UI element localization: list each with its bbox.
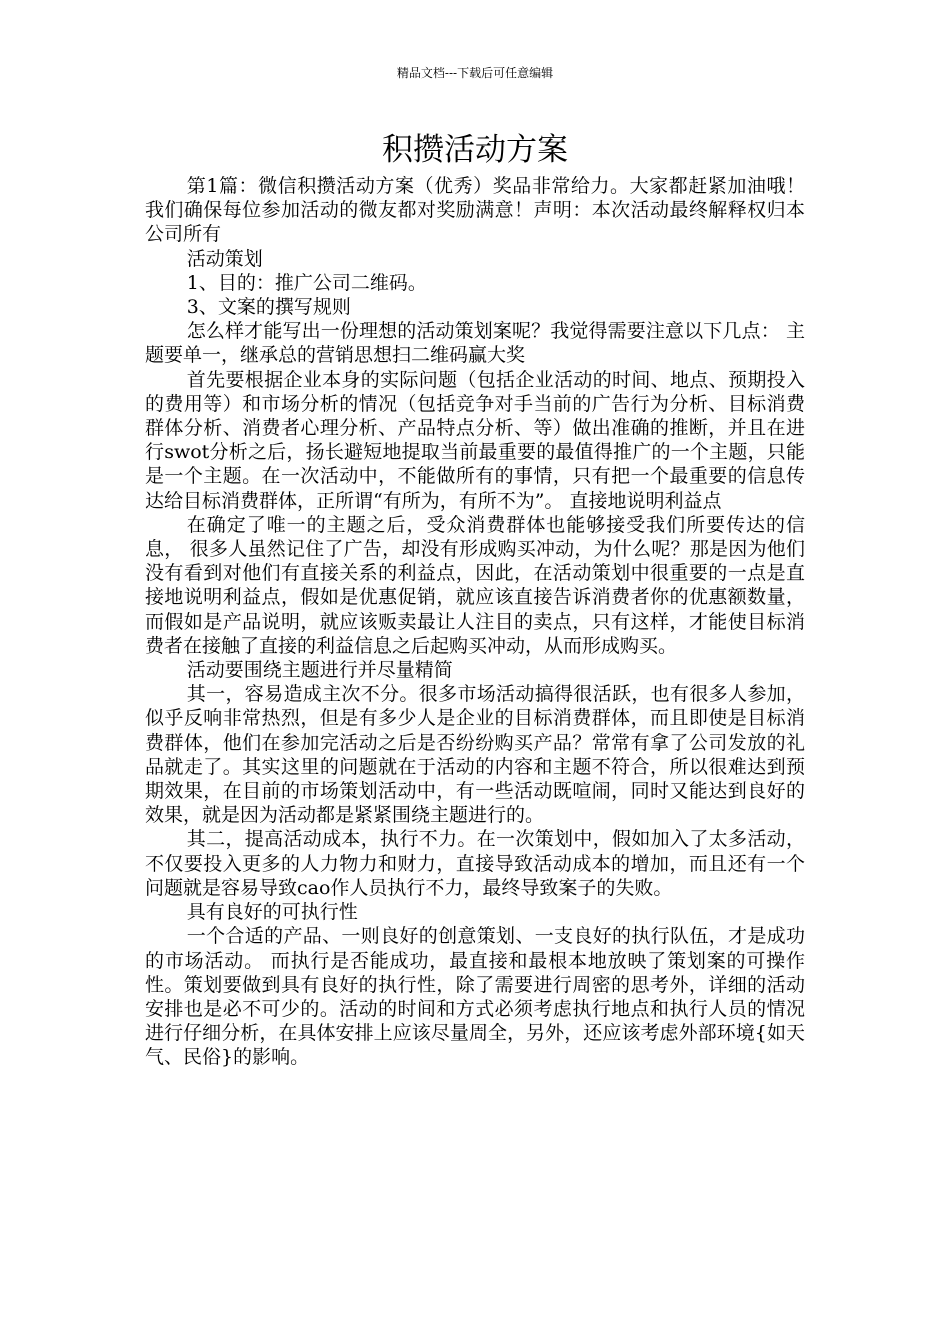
paragraph-first-issue: 其一，容易造成主次不分。很多市场活动搞得很活跃，也有很多人参加，似乎反响非常热烈，但是有多少人是企业的目标消费群体，而且即使是目标消费群体，他们在参加完活动之后是否纷纷购买产品？常常有拿了公司发放的礼品就走了。其实这里的问题就在于活动的内容和主题不符合，所以很难达到预期效果，在目前的市场策划活动中，有一些活动既喧闹，同时又能达到良好的效果，就是因为活动都是紧紧围绕主题进行的。 bbox=[145, 683, 805, 827]
paragraph-ideal-plan: 怎么样才能写出一份理想的活动策划案呢？我觉得需要注意以下几点： 主题要单一，继承总的营销思想扫二维码赢大奖 bbox=[145, 320, 805, 367]
paragraph-purpose: 1、目的：推广公司二维码。 bbox=[186, 271, 427, 294]
paragraph-execution: 一个合适的产品、一则良好的创意策划、一支良好的执行队伍，才是成功的市场活动。 而执行是否能成功，最直接和最根本地放映了策划案的可操作性。策划要做到具有良好的执行性，除了需要进行周密的思考外，详细的活动安排也是必不可少的。活动的时间和方式必须考虑执行地点和执行人员的情况进行仔细分析，在具体安排上应该尽量周全，另外，还应该考虑外部环境{如天气、民俗}的影响。 bbox=[145, 925, 805, 1069]
heading-focus-theme: 活动要围绕主题进行并尽量精简 bbox=[186, 659, 453, 682]
page-header: 精品文档---下载后可任意编辑 bbox=[396, 66, 554, 80]
heading-copywriting-rules: 3、文案的撰写规则 bbox=[186, 296, 351, 319]
paragraph-second-issue: 其二，提高活动成本，执行不力。在一次策划中，假如加入了太多活动，不仅要投入更多的人力物力和财力，直接导致活动成本的增加，而且还有一个问题就是容易导致cao作人员执行不力，最终导致案子的失败。 bbox=[145, 828, 805, 899]
paragraph-intro: 第1篇：微信积攒活动方案（优秀）奖品非常给力。大家都赶紧加油哦！ 我们确保每位参加活动的微友都对奖励满意！声明：本次活动最终解释权归本公司所有 bbox=[145, 175, 805, 246]
heading-executability: 具有良好的可执行性 bbox=[186, 901, 358, 924]
document-title: 积攒活动方案 bbox=[382, 132, 568, 168]
document-body bbox=[145, 174, 805, 1070]
heading-activity-planning: 活动策划 bbox=[186, 247, 263, 270]
paragraph-single-theme: 首先要根据企业本身的实际问题（包括企业活动的时间、地点、预期投入的费用等）和市场分析的情况（包括竞争对手当前的广告行为分析、目标消费群体分析、消费者心理分析、产品特点分析、等）做出准确的推断，并且在进行swot分析之后，扬长避短地提取当前最重要的最值得推广的一个主题，只能是一个主题。在一次活动中，不能做所有的事情，只有把一个最重要的信息传达给目标消费群体，正所谓“有所为，有所不为”。 直接地说明利益点 bbox=[145, 368, 805, 512]
paragraph-benefit-points: 在确定了唯一的主题之后，受众消费群体也能够接受我们所要传达的信息， 很多人虽然记住了广告，却没有形成购买冲动，为什么呢？那是因为他们没有看到对他们有直接关系的利益点，因此，在活动策划中很重要的一点是直接地说明利益点，假如是优惠促销，就应该直接告诉消费者你的优惠额数量，而假如是产品说明，就应该贩卖最让人注目的卖点，只有这样，才能使目标消费者在接触了直接的利益信息之后起购买冲动，从而形成购买。 bbox=[145, 513, 805, 657]
